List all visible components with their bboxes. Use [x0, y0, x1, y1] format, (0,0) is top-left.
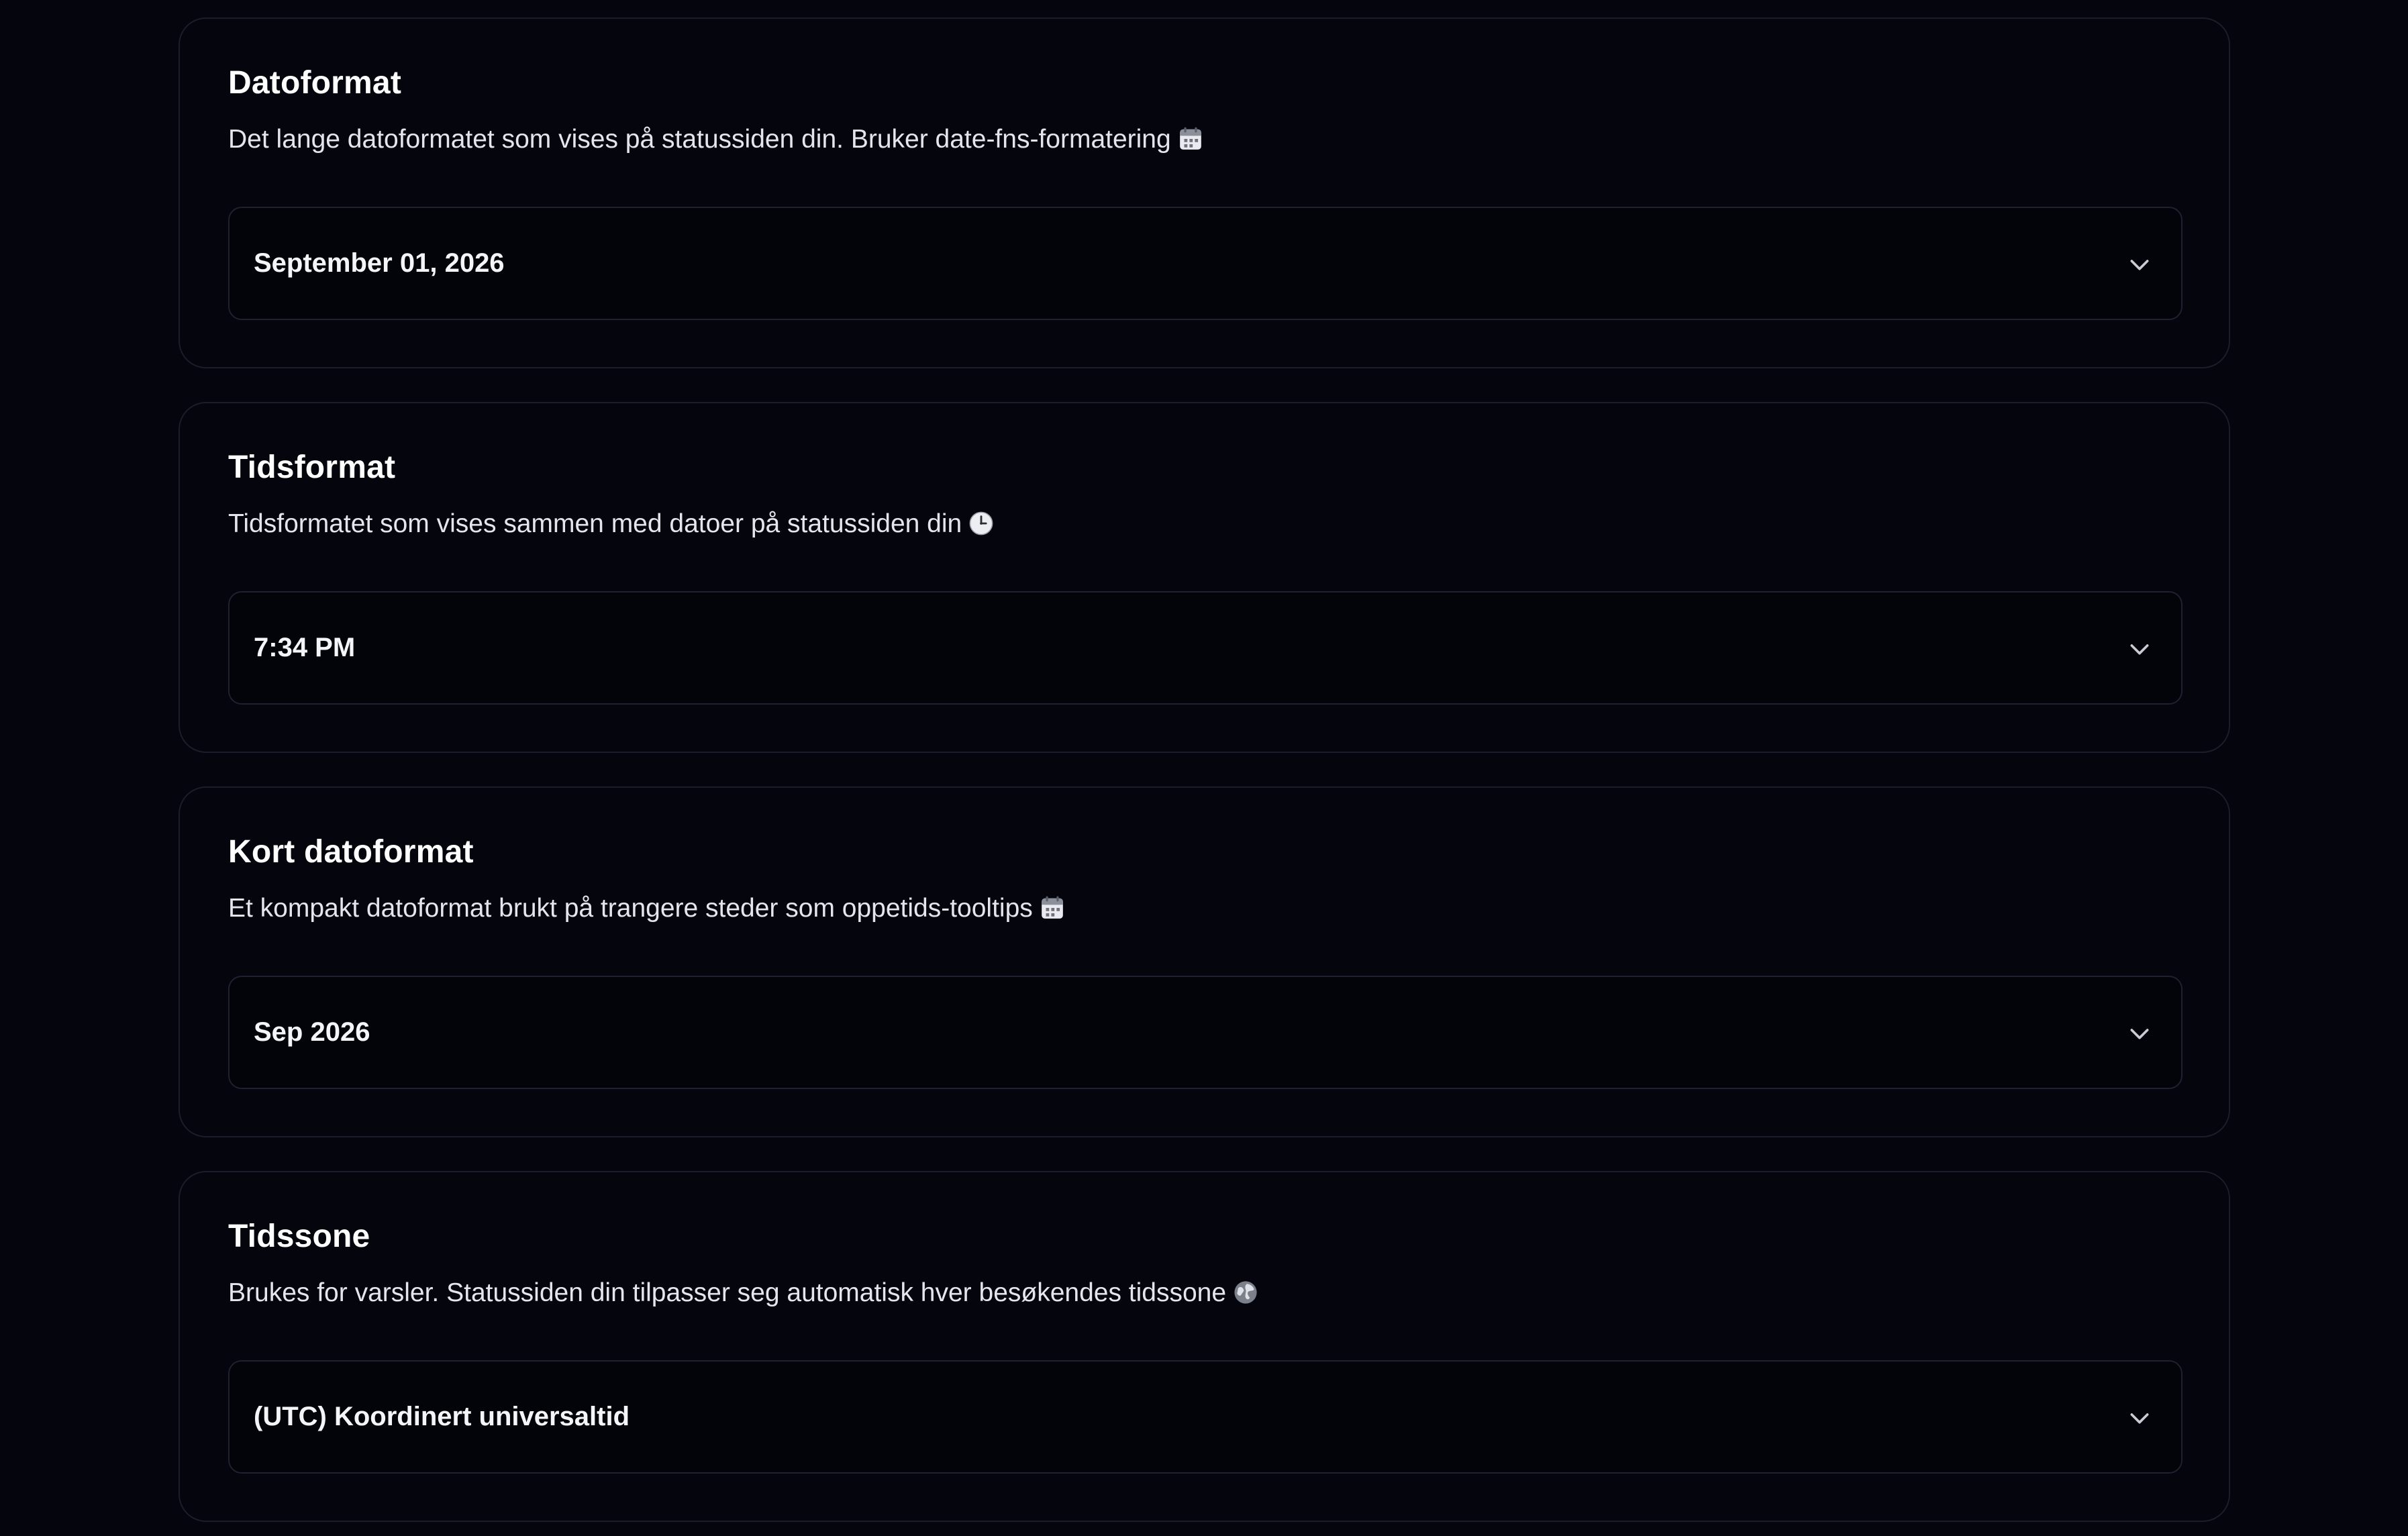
short-date-format-selected-value: Sep 2026 [254, 1017, 370, 1047]
short-date-format-card [179, 786, 2230, 1137]
short-date-format-title: Kort datoformat [228, 834, 474, 870]
date-format-description-text: Det lange datoformatet som vises på statussiden din. Bruker date-fns-formatering [228, 125, 1171, 154]
short-date-format-description-text: Et kompakt datoformat brukt på trangere steder som oppetids-tooltips [228, 894, 1033, 923]
time-format-card [179, 402, 2230, 753]
chevron-down-icon [2126, 251, 2153, 278]
time-format-select[interactable] [228, 591, 2183, 705]
time-format-description [228, 511, 994, 537]
timezone-description-text: Brukes for varsler. Statussiden din tilpasser seg automatisk hver besøkendes tidssone [228, 1278, 1227, 1307]
timezone-select[interactable] [228, 1360, 2183, 1474]
date-format-card [179, 17, 2230, 368]
calendar-icon [1040, 895, 1065, 921]
globe-icon [1233, 1280, 1258, 1305]
timezone-title: Tidssone [228, 1219, 370, 1254]
date-format-title: Datoformat [228, 65, 402, 101]
calendar-icon [1178, 126, 1203, 152]
short-date-format-description [228, 895, 1065, 921]
timezone-selected-value: (UTC) Koordinert universaltid [254, 1402, 630, 1431]
time-format-selected-value: 7:34 PM [254, 633, 356, 662]
time-format-description-text: Tidsformatet som vises sammen med datoer på statussiden din [228, 509, 962, 538]
time-format-title: Tidsformat [228, 450, 396, 485]
short-date-format-select[interactable] [228, 976, 2183, 1089]
chevron-down-icon [2126, 635, 2153, 662]
chevron-down-icon [2126, 1404, 2153, 1431]
clock-icon [968, 511, 994, 536]
date-format-selected-value: September 01, 2026 [254, 248, 505, 278]
timezone-card [179, 1171, 2230, 1522]
date-format-description [228, 126, 1203, 152]
date-format-select[interactable] [228, 207, 2183, 320]
chevron-down-icon [2126, 1020, 2153, 1047]
timezone-description [228, 1280, 1258, 1306]
